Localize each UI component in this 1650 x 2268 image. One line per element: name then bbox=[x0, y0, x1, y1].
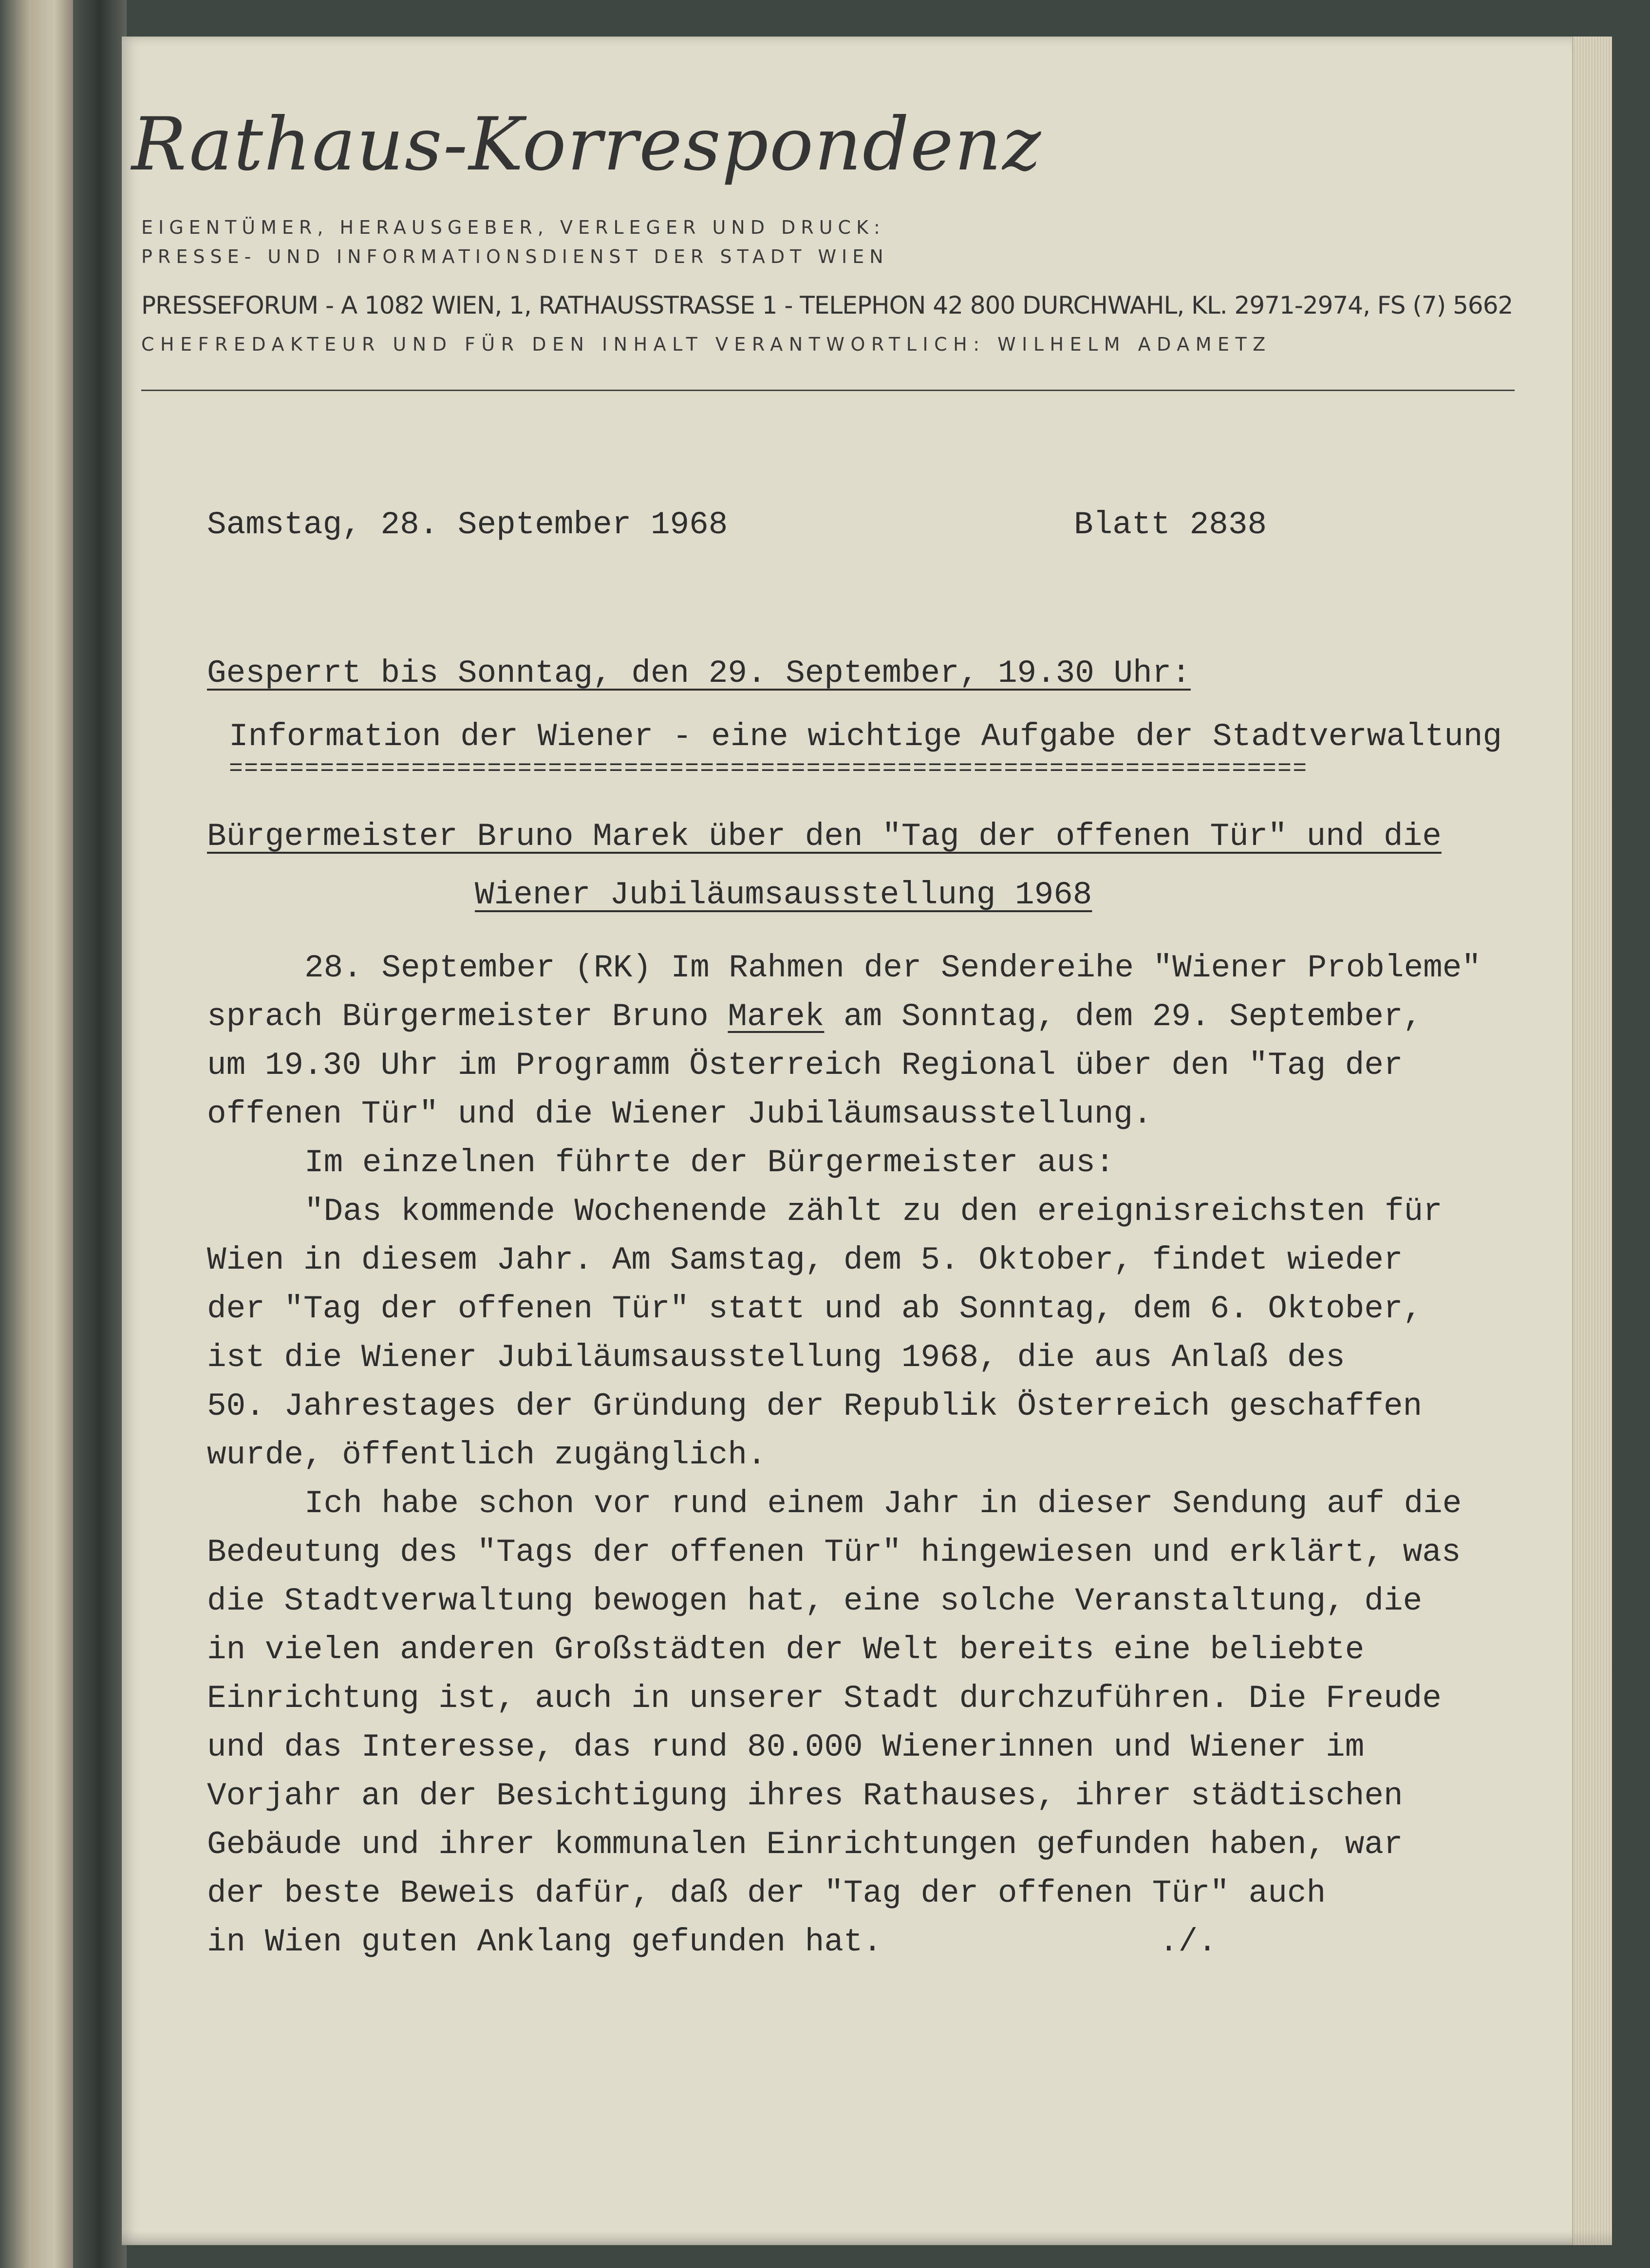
body-line: Gebäude und ihrer kommunalen Einrichtungen gefunden haben, war bbox=[207, 1826, 1403, 1863]
continuation-mark: ./. bbox=[1159, 1924, 1217, 1960]
owner-line-1: EIGENTÜMER, HERAUSGEBER, VERLEGER UND DRUCK: bbox=[141, 217, 885, 238]
owner-line-2: PRESSE- UND INFORMATIONSDIENST DER STADT WIEN bbox=[141, 246, 889, 267]
body-line: und das Interesse, das rund 80.000 Wienerinnen und Wiener im bbox=[207, 1729, 1365, 1765]
body-line: 50. Jahrestages der Gründung der Republik Österreich geschaffen bbox=[207, 1388, 1423, 1425]
body-line: Bedeutung des "Tags der offenen Tür" hingewiesen und erklärt, was bbox=[207, 1534, 1461, 1571]
sheet-number: Blatt 2838 bbox=[1074, 506, 1267, 543]
body-line: Wien in diesem Jahr. Am Samstag, dem 5. Oktober, findet wieder bbox=[207, 1242, 1403, 1278]
underlined-name: Marek bbox=[728, 998, 825, 1035]
body-line: 28. September (RK) Im Rahmen der Sendereihe "Wiener Probleme" bbox=[304, 950, 1481, 986]
body-line: wurde, öffentlich zugänglich. bbox=[207, 1437, 767, 1473]
topic-heading: Information der Wiener - eine wichtige Aufgabe der Stadtverwaltung bbox=[229, 718, 1502, 755]
headline-line-1: Bürgermeister Bruno Marek über den "Tag der offenen Tür" und die bbox=[207, 818, 1442, 855]
body-line: Ich habe schon vor rund einem Jahr in dieser Sendung auf die bbox=[304, 1485, 1462, 1522]
body-line bbox=[207, 993, 1481, 1041]
body-line: Im einzelnen führte der Bürgermeister aus: bbox=[304, 1144, 1115, 1181]
facing-page-edge bbox=[0, 0, 73, 2268]
body-line: der "Tag der offenen Tür" statt und ab Sonntag, dem 6. Oktober, bbox=[207, 1291, 1423, 1327]
article-body bbox=[207, 944, 1481, 1967]
body-text: am Sonntag, dem 29. September, bbox=[824, 998, 1423, 1035]
body-line: ist die Wiener Jubiläumsausstellung 1968, die aus Anlaß des bbox=[207, 1339, 1345, 1376]
body-line: die Stadtverwaltung bewogen hat, eine solche Veranstaltung, die bbox=[207, 1583, 1423, 1619]
body-line: in vielen anderen Großstädten der Welt bereits eine beliebte bbox=[207, 1631, 1365, 1668]
masthead-title: Rathaus-Korrespondenz bbox=[131, 102, 1042, 187]
date-line: Samstag, 28. September 1968 bbox=[207, 506, 728, 543]
separator-line: ======================================================================= bbox=[229, 756, 1308, 782]
header-divider bbox=[141, 390, 1515, 391]
page-stack-edge bbox=[1572, 37, 1612, 2245]
editor-line: CHEFREDAKTEUR UND FÜR DEN INHALT VERANTWORTLICH: WILHELM ADAMETZ bbox=[141, 334, 1272, 355]
body-line: "Das kommende Wochenende zählt zu den ereignisreichsten für bbox=[304, 1193, 1443, 1230]
body-line: Vorjahr an der Besichtigung ihres Rathauses, ihrer städtischen bbox=[207, 1778, 1403, 1814]
embargo-notice: Gesperrt bis Sonntag, den 29. September, 19.30 Uhr: bbox=[207, 655, 1191, 692]
body-line: offenen Tür" und die Wiener Jubiläumsausstellung. bbox=[207, 1096, 1152, 1132]
body-line: in Wien guten Anklang gefunden hat. bbox=[207, 1924, 882, 1960]
body-line: der beste Beweis dafür, daß der "Tag der offenen Tür" auch bbox=[207, 1875, 1326, 1912]
body-line: Einrichtung ist, auch in unserer Stadt durchzuführen. Die Freude bbox=[207, 1680, 1442, 1717]
book-spine bbox=[73, 0, 127, 2268]
body-text: sprach Bürgermeister Bruno bbox=[207, 998, 728, 1035]
body-line: um 19.30 Uhr im Programm Österreich Regional über den "Tag der bbox=[207, 1047, 1403, 1084]
headline-line-2: Wiener Jubiläumsausstellung 1968 bbox=[475, 877, 1092, 913]
address-line: PRESSEFORUM - A 1082 WIEN, 1, RATHAUSSTRASSE 1 - TELEPHON 42 800 DURCHWAHL, KL. 2971-2974, FS (7) 5662 bbox=[141, 291, 1513, 319]
page-bottom-shadow bbox=[122, 2231, 1612, 2245]
